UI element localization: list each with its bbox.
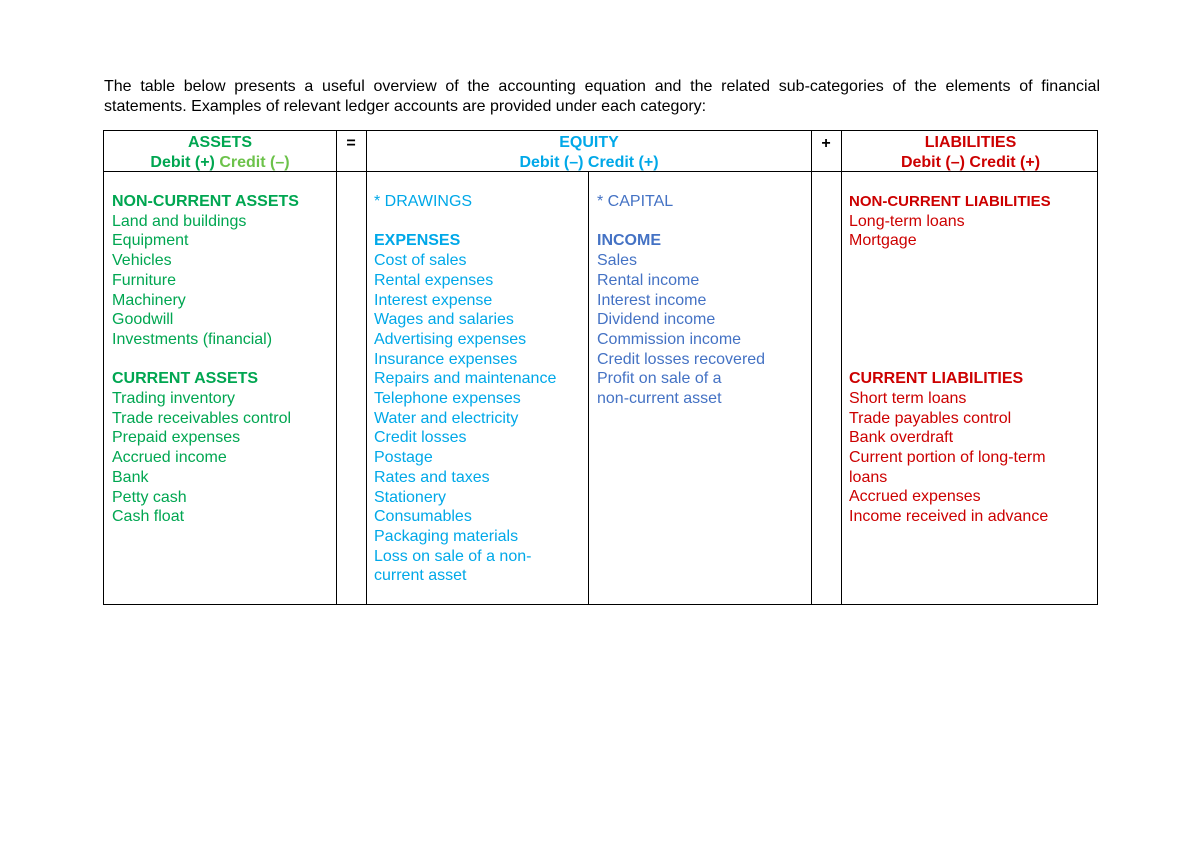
list-item: Loss on sale of a non-: [374, 547, 532, 565]
list-item: Insurance expenses: [374, 350, 518, 368]
list-item: Petty cash: [112, 488, 187, 506]
assets-column: [112, 192, 299, 527]
list-item: Rates and taxes: [374, 468, 490, 486]
noncurrent-assets-heading: NON-CURRENT ASSETS: [112, 193, 299, 210]
list-item: Accrued expenses: [849, 488, 981, 506]
noncurrent-liabilities-heading: NON-CURRENT LIABILITIES: [849, 193, 1051, 210]
intro-paragraph: The table below presents a useful overview of the accounting equation and the related sub-categories of the elements of financial statements. Examples of relevant ledger accounts are provided under each category:: [104, 78, 1100, 115]
list-item: Trade receivables control: [112, 409, 292, 427]
list-item: Rental income: [597, 271, 700, 289]
list-item: Bank overdraft: [849, 429, 954, 447]
equity-title: EQUITY: [559, 134, 619, 151]
list-item: Land and buildings: [112, 212, 247, 230]
list-item: current asset: [374, 567, 467, 585]
equals-sign: =: [346, 135, 356, 152]
column-divider: [366, 131, 367, 604]
list-item: Postage: [374, 449, 433, 467]
list-item: Cost of sales: [374, 252, 467, 270]
list-item: Investments (financial): [112, 330, 273, 348]
accounting-equation-table: [103, 130, 1098, 605]
list-item: non-current asset: [597, 390, 722, 408]
assets-credit-rule: Credit (–): [219, 153, 290, 171]
capital-label: * CAPITAL: [597, 193, 674, 210]
column-divider: [811, 131, 812, 604]
list-item: Prepaid expenses: [112, 429, 241, 447]
list-item: Cash float: [112, 508, 185, 526]
assets-header: [104, 133, 336, 172]
list-item: Income received in advance: [849, 508, 1049, 526]
assets-rule: [104, 153, 336, 173]
list-item: Water and electricity: [374, 409, 519, 427]
list-item: Sales: [597, 252, 638, 270]
capital-income-column: [597, 192, 765, 409]
list-item: Trade payables control: [849, 409, 1012, 427]
list-item: Profit on sale of a: [597, 370, 722, 388]
list-item: Short term loans: [849, 389, 967, 407]
income-heading: INCOME: [597, 232, 661, 250]
list-item: Equipment: [112, 232, 189, 250]
list-item: Machinery: [112, 291, 186, 309]
list-item: Commission income: [597, 330, 742, 348]
assets-title: ASSETS: [187, 134, 252, 151]
list-item: Accrued income: [112, 449, 227, 467]
list-item: loans: [849, 468, 888, 486]
liabilities-header: [842, 133, 1099, 172]
list-item: Interest income: [597, 291, 707, 309]
liabilities-title: LIABILITIES: [924, 134, 1017, 151]
list-item: Long-term loans: [849, 212, 965, 230]
list-item: Credit losses recovered: [597, 350, 766, 368]
expenses-heading: EXPENSES: [374, 232, 461, 250]
drawings-label: * DRAWINGS: [374, 193, 473, 210]
list-item: Repairs and maintenance: [374, 370, 557, 388]
list-item: Advertising expenses: [374, 330, 527, 348]
column-divider: [588, 171, 589, 604]
column-divider: [336, 131, 337, 604]
list-item: Furniture: [112, 271, 177, 289]
list-item: Trading inventory: [112, 390, 236, 408]
plus-sign: +: [821, 135, 831, 152]
current-assets-heading: CURRENT ASSETS: [112, 370, 259, 388]
list-item: Telephone expenses: [374, 390, 521, 408]
list-item: Packaging materials: [374, 527, 519, 545]
list-item: Dividend income: [597, 311, 716, 329]
list-item: Goodwill: [112, 311, 174, 329]
assets-debit-rule: Debit (+): [150, 153, 215, 171]
equity-header: [367, 133, 811, 172]
liabilities-column: [849, 192, 1051, 527]
list-item: Credit losses: [374, 429, 467, 447]
list-item: Rental expenses: [374, 271, 494, 289]
list-item: Bank: [112, 468, 149, 486]
list-item: Interest expense: [374, 291, 493, 309]
list-item: Wages and salaries: [374, 311, 514, 329]
drawings-expenses-column: [374, 192, 556, 586]
list-item: Consumables: [374, 508, 472, 526]
list-item: Stationery: [374, 488, 447, 506]
list-item: Current portion of long-term: [849, 449, 1046, 467]
list-item: Vehicles: [112, 252, 172, 270]
equity-rule: Debit (–) Credit (+): [519, 153, 659, 171]
current-liabilities-heading: CURRENT LIABILITIES: [849, 370, 1024, 388]
column-divider: [841, 131, 842, 604]
liabilities-rule: Debit (–) Credit (+): [900, 153, 1041, 171]
list-item: Mortgage: [849, 232, 917, 250]
